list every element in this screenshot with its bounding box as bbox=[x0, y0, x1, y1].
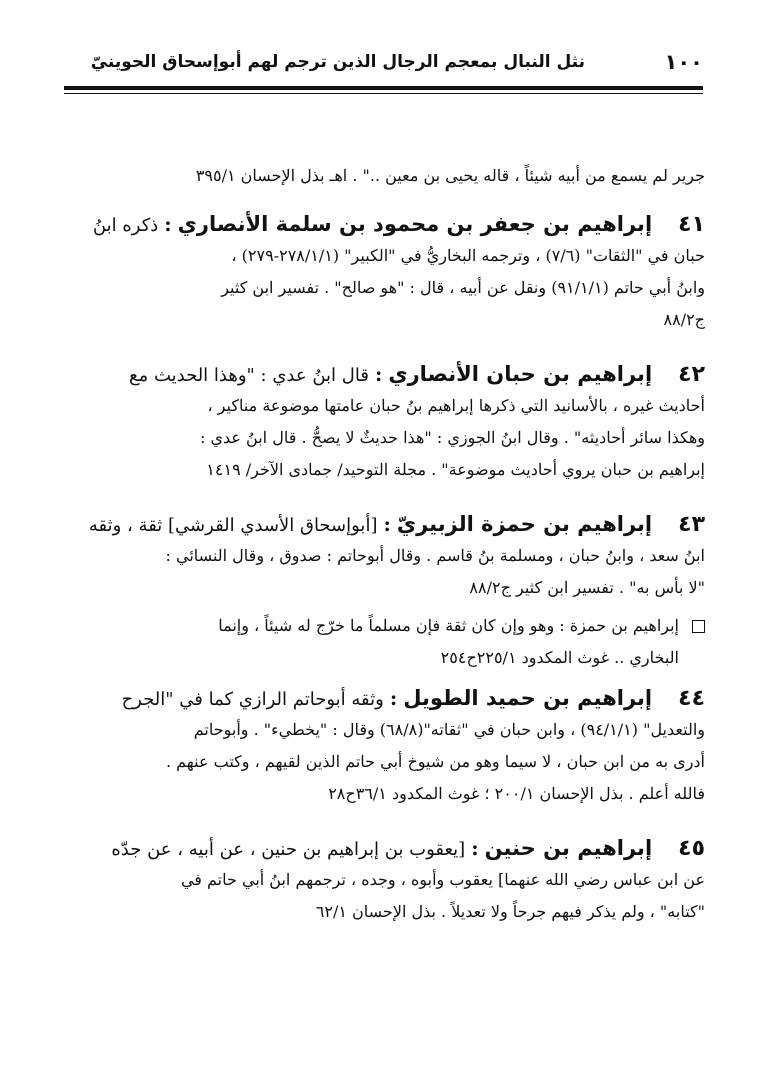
entry-42 bbox=[60, 358, 705, 486]
header-rule-thick bbox=[64, 86, 703, 90]
entry-name: إبراهيم بن حنين bbox=[484, 836, 653, 860]
entry-head: ٤٢إبراهيم بن حبان الأنصاري:قال ابنُ عدي : "وهذا الحديث مع bbox=[129, 362, 705, 387]
entry-number: ٤٣ bbox=[678, 512, 705, 537]
entry-line: ج٨٨/٢ bbox=[663, 310, 705, 329]
entry-head: ٤٣إبراهيم بن حمزة الزبيريّ:[أبوإسحاق الأسدي القرشي] ثقة ، وثقه bbox=[88, 512, 705, 537]
note-line: البخاري .. غوث المكدود ٢٢٥/١ح٢٥٤ bbox=[440, 648, 679, 667]
entry-line: حبان في "الثقات" (٧/٦) ، وترجمه البخاريُّ في "الكبير" (٢٧٨/١/١-٢٧٩) ، bbox=[231, 246, 705, 265]
header-rule-thin bbox=[64, 93, 703, 94]
entry-44 bbox=[60, 682, 705, 810]
entry-first-text: وثقه أبوحاتم الرازي كما في "الجرح bbox=[121, 689, 384, 710]
entry-41 bbox=[60, 208, 705, 336]
entry-number: ٤٤ bbox=[678, 686, 705, 711]
entry-45 bbox=[60, 832, 705, 928]
entry-number: ٤٢ bbox=[678, 362, 705, 387]
entry-line: فالله أعلم . بذل الإحسان ٢٠٠/١ ؛ غوث المكدود ٣٦/١ح٢٨ bbox=[328, 784, 705, 803]
page-body bbox=[60, 160, 705, 928]
page-header bbox=[64, 44, 703, 84]
entry-line: وابنُ أبي حاتم (٩١/١/١) ونقل عن أبيه ، قال : "هو صالح" . تفسير ابن كثير bbox=[221, 278, 705, 297]
entry-line: والتعديل" (٩٤/١/١) ، وابن حبان في "ثقاته"(٦٨/٨) وقال : "يخطيء" . وأبوحاتم bbox=[193, 720, 705, 739]
entry-head: ٤٤إبراهيم بن حميد الطويل:وثقه أبوحاتم الرازي كما في "الجرح bbox=[121, 686, 705, 711]
entry-line: ابنُ سعد ، وابنُ حبان ، ومسلمة بنُ قاسم . وقال أبوحاتم : صدوق ، وقال النسائي : bbox=[165, 546, 705, 565]
entry-line: أحاديث غيره ، بالأسانيد التي ذكرها إبراهيم بنُ حبان عامتها موضوعة مناكير ، bbox=[207, 396, 705, 415]
entry-first-text: [أبوإسحاق الأسدي القرشي] ثقة ، وثقه bbox=[88, 515, 378, 536]
entry-line: عن ابن عباس رضي الله عنهما] يعقوب وأبوه ، وجده ، ترجمهم ابنُ أبي حاتم في bbox=[180, 870, 705, 889]
running-title: نثل النبال بمعجم الرجال الذين ترجم لهم أبوإسحاق الحوينيّ bbox=[90, 52, 585, 72]
entry-line: "كتابه" ، ولم يذكر فيهم جرحاً ولا تعديلاً . بذل الإحسان ٦٢/١ bbox=[315, 902, 705, 921]
entry-name: إبراهيم بن حمزة الزبيريّ bbox=[396, 512, 653, 536]
entry-line: "لا بأس به" . تفسير ابن كثير ج٨٨/٢ bbox=[469, 578, 705, 597]
entry-name: إبراهيم بن حميد الطويل bbox=[403, 686, 653, 710]
entry-name: إبراهيم بن حبان الأنصاري bbox=[388, 362, 653, 386]
note-line: إبراهيم بن حمزة : وهو وإن كان ثقة فإن مسلماً ما خرّج له شيئاً ، وإنما bbox=[218, 616, 679, 635]
checkbox-bullet-icon bbox=[692, 620, 705, 633]
entry-first-text: ذكره ابنُ bbox=[92, 215, 159, 236]
page-number: ١٠٠ bbox=[664, 50, 703, 74]
entry-first-text: قال ابنُ عدي : "وهذا الحديث مع bbox=[129, 365, 369, 386]
entry-head: ٤٥إبراهيم بن حنين:[يعقوب بن إبراهيم بن حنين ، عن أبيه ، عن جدّه bbox=[111, 836, 705, 861]
entry-first-text: [يعقوب بن إبراهيم بن حنين ، عن أبيه ، عن جدّه bbox=[111, 839, 466, 860]
entry-line: وهكذا سائر أحاديثه" . وقال ابنُ الجوزي : "هذا حديثٌ لا يصحُّ . قال ابنُ عدي : bbox=[200, 428, 705, 447]
note-block bbox=[60, 610, 705, 674]
entry-43 bbox=[60, 508, 705, 604]
intro-line: جرير لم يسمع من أبيه شيئاً ، قاله يحيى بن معين .." . اهـ بذل الإحسان ٣٩٥/١ bbox=[195, 166, 705, 185]
entry-name: إبراهيم بن جعفر بن محمود بن سلمة الأنصاري bbox=[177, 212, 653, 236]
entry-number: ٤١ bbox=[678, 212, 705, 237]
entry-head: ٤١إبراهيم بن جعفر بن محمود بن سلمة الأنصاري:ذكره ابنُ bbox=[92, 212, 705, 237]
entry-line: إبراهيم بن حبان يروي أحاديث موضوعة" . مجلة التوحيد/ جمادى الآخر/ ١٤١٩ bbox=[206, 460, 705, 479]
entry-line: أدرى به من ابن حبان ، لا سيما وهو من شيوخ أبي حاتم الذين لقيهم ، وكتب عنهم . bbox=[165, 752, 705, 771]
entry-number: ٤٥ bbox=[678, 836, 705, 861]
